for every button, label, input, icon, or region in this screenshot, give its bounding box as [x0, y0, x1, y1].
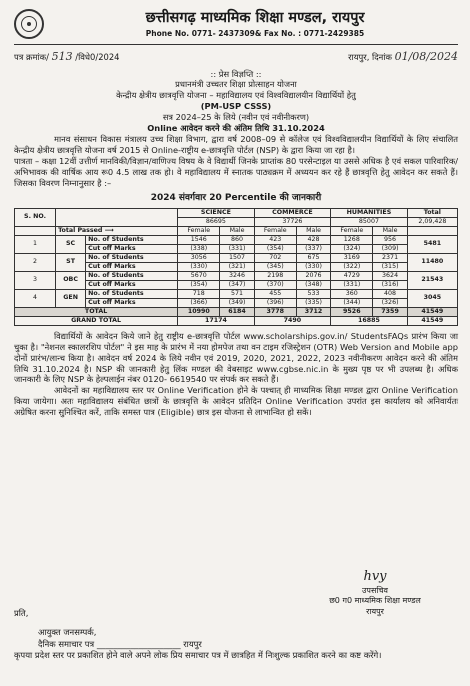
- total-row: [15, 307, 458, 316]
- row-sno: 1: [15, 235, 56, 253]
- cell: 360: [331, 289, 373, 298]
- phone-fax: Phone No. 0771- 2437309& Fax No. : 0771-2429385: [145, 29, 365, 39]
- header-rule: [14, 44, 458, 45]
- cell: 3169: [331, 253, 373, 262]
- signatory-city: रायपुर: [366, 607, 384, 617]
- cell: 2198: [254, 271, 296, 280]
- cell: (322): [331, 262, 373, 271]
- intro-paragraph: मानव संसाधन विकास मंत्रालय उच्च शिक्षा विभाग, द्वारा वर्ष 2008–09 से कॉलेज एवं विश्वविद्यालयीन विद्यार्थियों के लिए संचालित केन्द्रीय क्षेत्रीय छात्रवृत्ति योजना वर्ष 2015 से Online-राष्ट्रीय e-छात्रवृत्ति पोर्टल (NSP) के द्वारा किया जा रहा है।: [14, 134, 458, 156]
- cell: (330): [296, 262, 330, 271]
- row-label: Cut off Marks: [86, 244, 178, 253]
- cell: (338): [178, 244, 220, 253]
- cell: 860: [220, 235, 254, 244]
- hum-male: Male: [373, 226, 407, 235]
- row-sno: 2: [15, 253, 56, 271]
- row-label: Cut off Marks: [86, 262, 178, 271]
- cell: 675: [296, 253, 330, 262]
- cell: 2371: [373, 253, 407, 262]
- cell: 4729: [331, 271, 373, 280]
- sci-female: Female: [178, 226, 220, 235]
- cell: (326): [373, 298, 407, 307]
- col-blank: [56, 208, 178, 226]
- board-seal-icon: [14, 9, 44, 39]
- scheme-name: प्रधानमंत्री उच्चतर शिक्षा प्रोत्साहन योजना: [175, 79, 297, 90]
- cell: (349): [220, 298, 254, 307]
- col-commerce: COMMERCE: [254, 208, 331, 217]
- cell: 6184: [220, 307, 254, 316]
- cell: (321): [220, 262, 254, 271]
- recipient-line-1: आयुक्त जनसम्पर्क,: [38, 627, 97, 638]
- cell: (324): [331, 244, 373, 253]
- cell: (370): [254, 280, 296, 289]
- row-label: No. of Students: [86, 271, 178, 280]
- table-row: [15, 271, 458, 280]
- cell: (396): [254, 298, 296, 307]
- row-label: Cut off Marks: [86, 298, 178, 307]
- cell: 428: [296, 235, 330, 244]
- row-total: 3045: [407, 289, 457, 307]
- cell: 1546: [178, 235, 220, 244]
- row-label: No. of Students: [86, 235, 178, 244]
- last-date: Online आवेदन करने की अंतिम तिथि 31.10.2024: [147, 123, 325, 134]
- signature-scribble: hvy: [363, 569, 387, 584]
- cell: 3712: [296, 307, 330, 316]
- hum-female: Female: [331, 226, 373, 235]
- cell: (331): [331, 280, 373, 289]
- table-title: 2024 संवर्गवार 20 Percentile की जानकारी: [150, 192, 322, 203]
- session: सत्र 2024–25 के लिये (नवीन एवं नवीनीकरण): [162, 112, 310, 123]
- grand-total-row: [15, 316, 458, 325]
- row-label: No. of Students: [86, 289, 178, 298]
- total-passed-label-row: [15, 226, 458, 235]
- row-total: 21543: [407, 271, 457, 289]
- col-science: SCIENCE: [178, 208, 255, 217]
- recipient-block: [14, 608, 456, 661]
- row-category: SC: [56, 235, 86, 253]
- cell: 41549: [407, 307, 457, 316]
- grand-total-label: GRAND TOTAL: [15, 316, 178, 325]
- cell: 17174: [178, 316, 255, 325]
- cell: 7359: [373, 307, 407, 316]
- cell: (344): [331, 298, 373, 307]
- col-total: Total: [407, 208, 457, 217]
- row-label: Cut off Marks: [86, 280, 178, 289]
- cell: 3056: [178, 253, 220, 262]
- arrow-icon: ⟶: [104, 226, 114, 234]
- cell: (345): [254, 262, 296, 271]
- cell: 533: [296, 289, 330, 298]
- cell: (347): [220, 280, 254, 289]
- tp-humanities: 85007: [331, 217, 408, 226]
- letterhead: [14, 6, 458, 42]
- cell: (316): [373, 280, 407, 289]
- table-header-row: [15, 208, 458, 217]
- cell: 956: [373, 235, 407, 244]
- cell: 718: [178, 289, 220, 298]
- eligibility-paragraph: पात्रता – कक्षा 12वीं उत्तीर्ण मानविकी/विज्ञान/वाणिज्य विषय के वे विद्यार्थी जिनके प्राप्तांक 80 परसेन्टाइल या उससे अधिक है एवं सकल पारिवारिक/अभिभावक की वार्षिक आय रू0 4.5 लाख तक हो। वे महाविद्यालय में स्नातक पाठ्यक्रम में अध्ययन कर रहे हैं छात्रवृत्ति हेतु आवेदन कर सकते हैं। जिसका विवरण निम्नानुसार है :–: [14, 156, 458, 188]
- row-sno: 3: [15, 271, 56, 289]
- percentile-table: [14, 208, 458, 326]
- cell: (366): [178, 298, 220, 307]
- table-row: [15, 253, 458, 262]
- cell: 41549: [407, 316, 457, 325]
- cell: (337): [296, 244, 330, 253]
- scheme-code: (PM-USP CSSS): [200, 101, 272, 112]
- press-heading: :: प्रेस विज्ञप्ति ::: [210, 68, 262, 79]
- cell: (309): [373, 244, 407, 253]
- cell: 16885: [331, 316, 408, 325]
- sci-male: Male: [220, 226, 254, 235]
- cell: 702: [254, 253, 296, 262]
- date-label: रायपुर, दिनांक: [348, 52, 392, 62]
- cell: 10990: [178, 307, 220, 316]
- recipient-line-2: दैनिक समाचार पत्र ____________________ रायपुर: [38, 638, 202, 649]
- cell: 423: [254, 235, 296, 244]
- cell: 3246: [220, 271, 254, 280]
- cell: 571: [220, 289, 254, 298]
- row-label: No. of Students: [86, 253, 178, 262]
- reference-line: [14, 50, 458, 65]
- com-male: Male: [296, 226, 330, 235]
- prati-label: प्रति,: [14, 608, 29, 618]
- cell: 7490: [254, 316, 331, 325]
- signatory-title: उपसचिव: [362, 585, 388, 595]
- signatory-office: छ0 ग0 माध्यमिक शिक्षा मण्डल: [329, 596, 421, 606]
- cell: 9526: [331, 307, 373, 316]
- verification-paragraph: आवेदनों का महाविद्यालय स्तर पर Online Verification होने के पश्चात् ही माध्यमिक शिक्षा मण्डल द्वारा Online Verification किया जायेगा। अतः महाविद्यालय संबंधित छात्रों के छात्रवृत्ति के आवेदन प्रतिदिन Online Verification उपरांत इस कार्यालय को अनिवार्यतः अग्रेषित करना सुनिश्चित करें, ताकि समस्त पात्र (Eligible) छात्र इस योजना से लाभान्वित हो सकें।: [14, 385, 458, 418]
- cell: (330): [178, 262, 220, 271]
- cell: 1507: [220, 253, 254, 262]
- row-total: 5481: [407, 235, 457, 253]
- total-label: TOTAL: [15, 307, 178, 316]
- cell: 455: [254, 289, 296, 298]
- tp-total: 2,09,428: [407, 217, 457, 226]
- cell: 3778: [254, 307, 296, 316]
- col-humanities: HUMANITIES: [331, 208, 408, 217]
- tp-science: 86695: [178, 217, 255, 226]
- portal-paragraph: विद्यार्थियों के आवेदन किये जाने हेतु राष्ट्रीय e-छात्रवृत्ति पोर्टल www.scholarships.gov.in/ StudentsFAQs प्रारंभ किया जा चुका है। "नेशनल स्कालरशिप पोर्टल" ने इस माह के प्रारंभ में नया होमपेज तथा वन टाइम रजिस्ट्रेशन (OTR) Web Version and Mobile app दोनों प्रारंभ/लान्च किया है। आवेदन वर्ष 2024 के लिये नवीन एवं 2019, 2020, 2021, 2022, 2023 नवीनीकरण आवेदन करने की अंतिम तिथि 31.10.2024 है। NSP की जानकारी हेतु लिंक मण्डल की वेबसाइट www.cgbse.nic.in के मुख्य पृष्ठ पर भी उपलब्ध है। अधिक जानकारी के लिए NSP के हेल्पलाईन नंबर 0120- 6619540 पर संपर्क कर सकते हैं।: [14, 330, 458, 385]
- com-female: Female: [254, 226, 296, 235]
- row-sno: 4: [15, 289, 56, 307]
- cell: (354): [178, 280, 220, 289]
- row-total: 11480: [407, 253, 457, 271]
- cell: 3624: [373, 271, 407, 280]
- patra-number: 513: [51, 50, 73, 63]
- scheme-full: केन्द्रीय क्षेत्रीय छात्रवृत्ति योजना – महाविद्यालय एवं विश्वविद्यालयीन विद्यार्थियों हेतु: [116, 90, 356, 101]
- row-category: GEN: [56, 289, 86, 307]
- row-category: ST: [56, 253, 86, 271]
- cell: (335): [296, 298, 330, 307]
- publish-request: कृपया प्रदेश स्तर पर प्रकाशित होने वाले अपने लोक प्रिय समाचार पत्र में छात्रहित में निःशुल्क प्रकाशित करने का कष्ट करेंगे।: [14, 650, 382, 661]
- cell: 1268: [331, 235, 373, 244]
- table-row: [15, 235, 458, 244]
- total-passed-label: Total Passed: [58, 226, 103, 234]
- col-sno: S. NO.: [15, 208, 56, 226]
- cell: 5670: [178, 271, 220, 280]
- notice-heading-block: [14, 69, 458, 135]
- date-value: 01/08/2024: [394, 50, 458, 63]
- table-row: [15, 289, 458, 298]
- cell: (348): [296, 280, 330, 289]
- cell: (331): [220, 244, 254, 253]
- cell: 408: [373, 289, 407, 298]
- cell: (354): [254, 244, 296, 253]
- org-name: छत्तीसगढ़ माध्यमिक शिक्षा मण्डल, रायपुर: [145, 9, 365, 26]
- cell: (315): [373, 262, 407, 271]
- cell: 2076: [296, 271, 330, 280]
- row-category: OBC: [56, 271, 86, 289]
- vidhi-ref: /विधे0/2024: [75, 52, 120, 62]
- patra-label: पत्र क्रमांक/: [14, 52, 49, 62]
- tp-commerce: 37726: [254, 217, 331, 226]
